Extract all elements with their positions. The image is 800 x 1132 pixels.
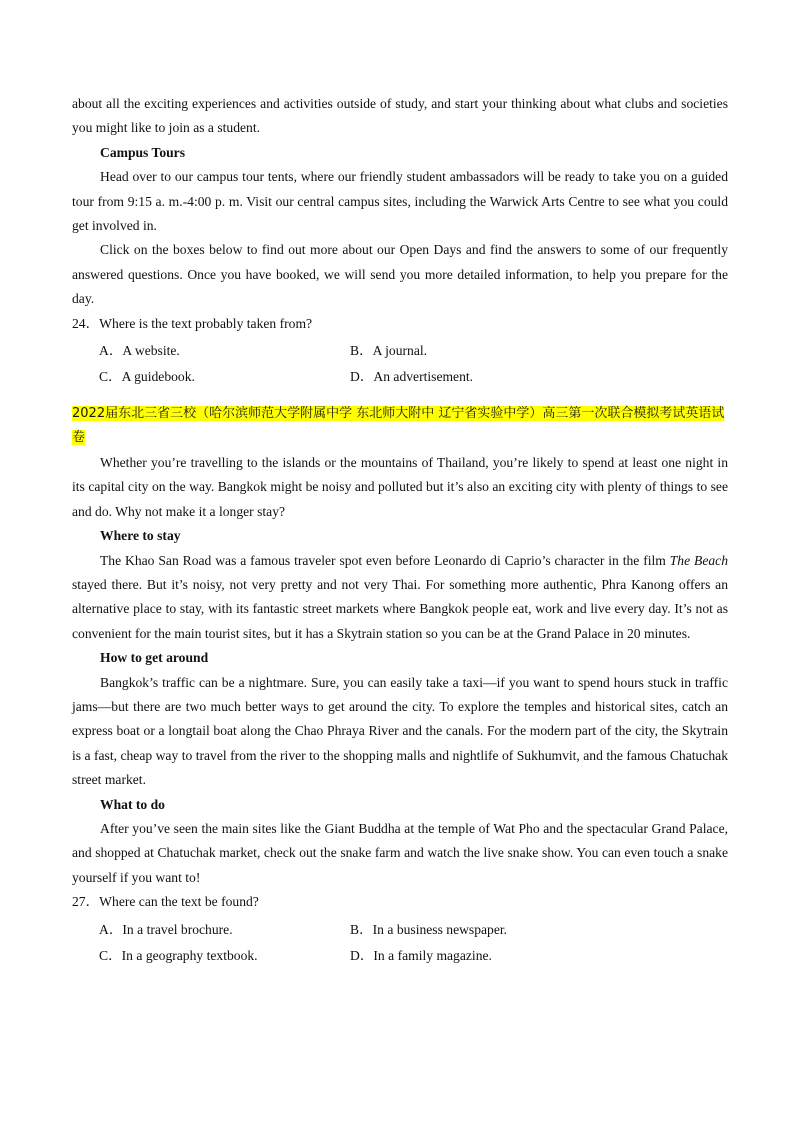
where-text-before: The Khao San Road was a famous traveler spot even before Leonardo di Caprio’s character in the film — [100, 552, 670, 568]
question-27-option-b: B．In a business newspaper. — [350, 921, 508, 937]
question-27-option-a: A．In a travel brochure. — [99, 921, 233, 937]
bangkok-intro-paragraph: Whether you’re travelling to the islands or the mountains of Thailand, you’re likely to spend at least one night in its capital city on the way. Bangkok might be noisy and polluted but it’s also an exciting city with plenty of things to see and do. Why not make it a longer stay? — [72, 454, 728, 519]
exam-source-highlight: 2022届东北三省三校（哈尔滨师范大学附属中学 东北师大附中 辽宁省实验中学）高三第一次联合模拟考试英语试卷 — [72, 406, 725, 446]
where-to-stay-paragraph — [72, 549, 728, 647]
question-24-option-a: A．A website. — [99, 343, 180, 359]
question-27-option-d: D．In a family magazine. — [350, 947, 492, 963]
where-to-stay-heading: Where to stay — [100, 528, 181, 544]
document-content — [72, 92, 728, 969]
exam-source-label — [72, 402, 728, 451]
section-spacer — [72, 390, 728, 402]
film-title: The Beach — [669, 552, 728, 568]
campus-tours-paragraph-2: Click on the boxes below to find out more about our Open Days and find the answers to some of our frequently answered questions. Once you have booked, we will send you more detailed information, to help you prepare for the day. — [72, 242, 728, 307]
how-to-get-around-heading: How to get around — [100, 650, 209, 666]
what-to-do-paragraph: After you’ve seen the main sites like the Giant Buddha at the temple of Wat Pho and the spectacular Grand Palace, and shopped at Chatuchak market, check out the snake farm and watch the live snake show. You can even touch a snake yourself if you want to! — [72, 820, 728, 885]
question-24-options — [72, 338, 728, 390]
how-to-get-around-paragraph: Bangkok’s traffic can be a nightmare. Sure, you can easily take a taxi—if you want to spend hours stuck in traffic jams—but there are two much better ways to get around the city. To explore the temples and historical sites, catch an express boat or a longtail boat along the Chao Phraya River and the canals. For the modern part of the city, the Skytrain is a fast, cheap way to travel from the river to the shopping malls and nightlife of Sukhumvit, and the famous Chatuchak street market. — [72, 674, 728, 788]
where-text-after: stayed there. But it’s noisy, not very pretty and not very Thai. For something more authentic, Phra Kanong offers an alternative place to stay, with its fantastic street markets where Bangkok people eat, work and live every day. It’s not as convenient for the main tourist sites, but it has a Skytrain station so you can be at the Grand Palace in 20 minutes. — [72, 576, 728, 641]
what-to-do-heading: What to do — [100, 796, 165, 812]
question-27-options — [72, 917, 728, 969]
question-24-option-d: D．An advertisement. — [350, 369, 474, 385]
question-27-stem: 27．Where can the text be found? — [72, 894, 259, 910]
intro-tail-paragraph: about all the exciting experiences and activities outside of study, and start your thinking about what clubs and societies you might like to join as a student. — [72, 96, 728, 136]
question-27-option-c: C．In a geography textbook. — [99, 947, 258, 963]
question-24-stem: 24．Where is the text probably taken from? — [72, 315, 313, 331]
question-24-option-b: B．A journal. — [350, 343, 428, 359]
campus-tours-heading: Campus Tours — [100, 144, 186, 160]
question-24-option-c: C．A guidebook. — [99, 369, 195, 385]
campus-tours-paragraph-1: Head over to our campus tour tents, where our friendly student ambassadors will be ready to take you on a guided tour from 9:15 a. m.-4:00 p. m. Visit our central campus sites, including the Warwick Arts Centre to see what you could get involved in. — [72, 169, 728, 234]
